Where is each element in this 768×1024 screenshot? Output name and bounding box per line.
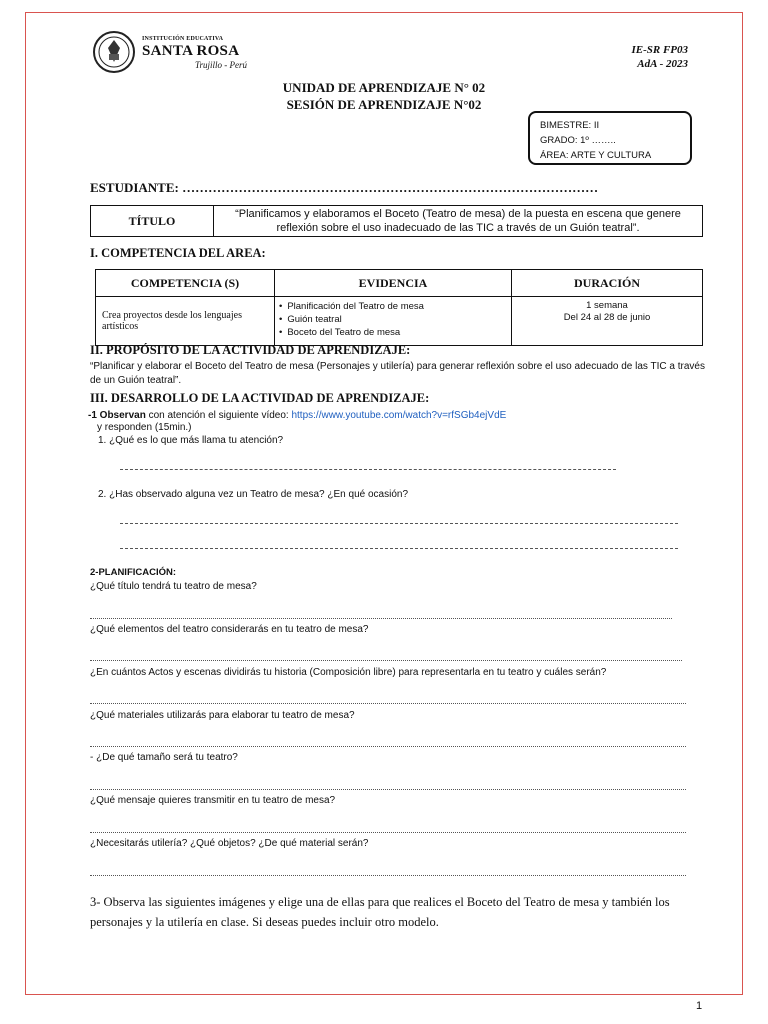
planning-title: 2-PLANIFICACIÓN: [90, 567, 177, 578]
grado-label: GRADO: 1º …….. [540, 135, 616, 146]
answer-line-p1[interactable] [90, 618, 672, 619]
planning-question: ¿Necesitarás utilería? ¿Qué objetos? ¿De qué material serán? [90, 838, 369, 849]
col-competencia: COMPETENCIA (S) [96, 270, 275, 297]
answer-line-p4[interactable] [90, 746, 686, 747]
col-duracion: DURACIÓN [512, 270, 703, 297]
col-evidencia: EVIDENCIA [275, 270, 512, 297]
planning-question: ¿Qué mensaje quieres transmitir en tu teatro de mesa? [90, 795, 336, 806]
page-number: 1 [696, 1000, 703, 1012]
step3-instruction: 3- Observa las siguientes imágenes y elige una de ellas para que realices el Boceto del Teatro de mesa y también los personajes y la utilería en clase. Si deseas puedes incluir otro modelo. [90, 895, 670, 929]
school-logo [92, 30, 252, 76]
video-link[interactable]: https://www.youtube.com/watch?v=rfSGb4ejVdE [291, 410, 507, 421]
purpose-text: “Planificar y elaborar el Boceto del Teatro de mesa (Personajes y utilería) para generar reflexión sobre el uso adecuado de las TIC a través de un Guión teatral”. [90, 361, 705, 386]
student-field[interactable]: ESTUDIANTE: …………………………………………………………………………………… [90, 180, 599, 195]
question-1: 1. ¿Qué es lo que más llama tu atención? [98, 435, 284, 446]
title-label: TÍTULO [91, 206, 214, 237]
answer-line-p3[interactable] [90, 703, 686, 704]
answer-line-p2[interactable] [90, 660, 682, 661]
step1-text: con atención el siguiente vídeo: [145, 410, 292, 421]
evidencia-cell [275, 297, 512, 346]
title-table [90, 205, 703, 237]
section-desarrollo: III. DESARROLLO DE LA ACTIVIDAD DE APRENDIZAJE: [90, 391, 430, 405]
planning-question: - ¿De qué tamaño será tu teatro? [90, 752, 238, 763]
answer-line-2a[interactable] [120, 523, 678, 524]
area-label: ÁREA: ARTE Y CULTURA [540, 150, 652, 161]
unit-title: UNIDAD DE APRENDIZAJE N° 02 [282, 80, 486, 95]
step1-prefix: -1 Observan [88, 410, 146, 421]
planning-question: ¿En cuántos Actos y escenas dividirás tu historia (Composición libre) para representarla en tu teatro y cuáles serán? [90, 667, 607, 678]
section-competencia: I. COMPETENCIA DEL AREA: [90, 246, 266, 260]
doc-year: AdA - 2023 [637, 58, 688, 70]
answer-line-p5[interactable] [90, 789, 686, 790]
title-value: “Planificamos y elaboramos el Boceto (Teatro de mesa) de la puesta en escena que genere reflexión sobre el uso inadecuado de las TIC a través de un Guión teatral”. [214, 206, 703, 237]
session-title: SESIÓN DE APRENDIZAJE N°02 [286, 97, 482, 112]
bimestre-label: BIMESTRE: II [540, 120, 600, 131]
answer-line-2b[interactable] [120, 548, 678, 549]
competencia-cell: Crea proyectos desde los lenguajes artísticos [96, 297, 275, 346]
duracion-cell [512, 297, 703, 346]
duracion-dates: Del 24 al 28 de junio [563, 312, 651, 323]
evidencia-item: • Planificación del Teatro de mesa [290, 300, 510, 313]
question-2: 2. ¿Has observado alguna vez un Teatro de mesa? ¿En qué ocasión? [98, 489, 409, 500]
school-seal-icon [92, 30, 136, 74]
planning-question: ¿Qué elementos del teatro considerarás en tu teatro de mesa? [90, 624, 369, 635]
evidencia-item: • Boceto del Teatro de mesa [290, 326, 510, 339]
section-proposito: II. PROPÓSITO DE LA ACTIVIDAD DE APRENDIZAJE: [90, 343, 411, 357]
logo-city: Trujillo - Perú [195, 60, 248, 70]
planning-question: ¿Qué título tendrá tu teatro de mesa? [90, 581, 257, 592]
evidencia-item: • Guión teatral [290, 313, 510, 326]
answer-line-1[interactable] [120, 469, 616, 470]
planning-question: ¿Qué materiales utilizarás para elaborar tu teatro de mesa? [90, 710, 355, 721]
logo-name: SANTA ROSA [142, 43, 240, 59]
doc-code: IE-SR FP03 [631, 44, 688, 56]
answer-line-p6[interactable] [90, 832, 686, 833]
competency-table [95, 269, 703, 346]
logo-caption: INSTITUCIÓN EDUCATIVA [142, 36, 224, 42]
info-box [528, 111, 692, 165]
duracion-weeks: 1 semana [586, 300, 628, 311]
answer-line-p7[interactable] [90, 875, 686, 876]
step1-line2: y responden (15min.) [97, 422, 192, 433]
